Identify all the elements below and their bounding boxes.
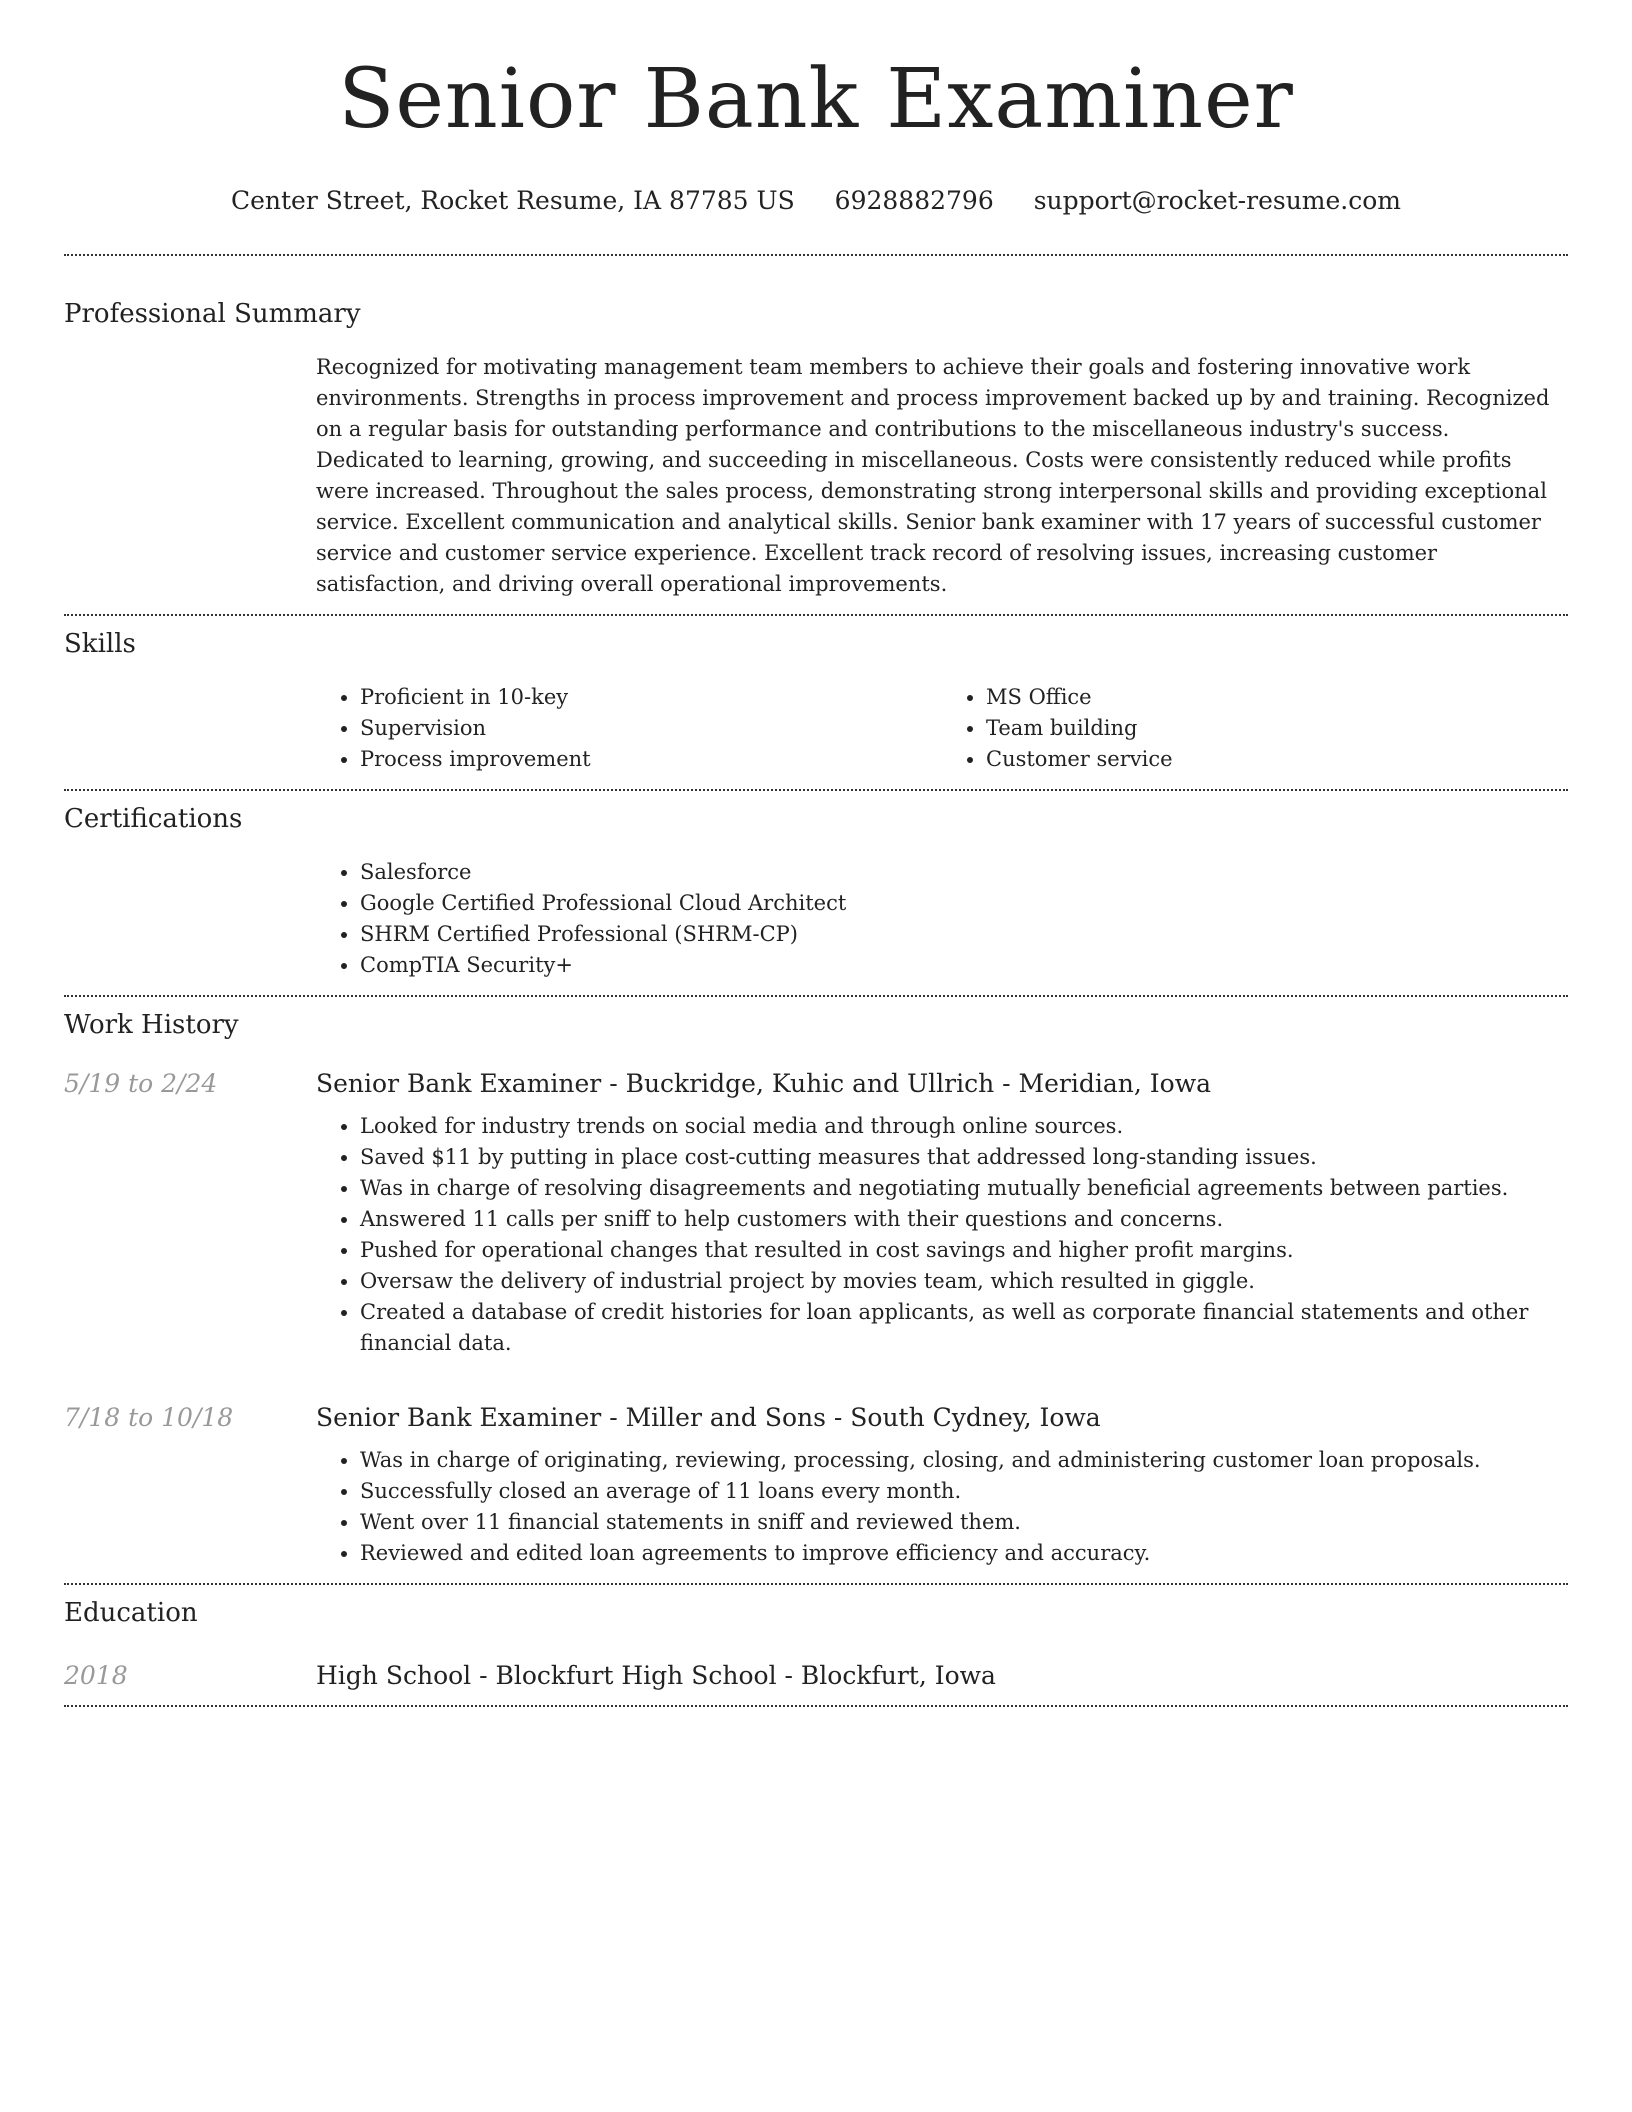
job-bullet: • Reviewed and edited loan agreements to improve efficiency and accuracy. — [360, 1538, 1558, 1569]
divider — [64, 1705, 1568, 1707]
skill-item: • Process improvement — [360, 744, 942, 775]
education-entry — [64, 1629, 1568, 1705]
job-bullet: • Created a database of credit histories for loan applicants, as well as corporate financial statements and other financial data. — [360, 1297, 1558, 1359]
skills-column-right — [942, 682, 1568, 775]
job-bullet: • Pushed for operational changes that resulted in cost savings and higher profit margins. — [360, 1235, 1558, 1266]
job-bullet: • Saved $11 by putting in place cost-cutting measures that addressed long-standing issues. — [360, 1142, 1558, 1173]
job-heading: Senior Bank Examiner - Miller and Sons - South Cydney, Iowa — [316, 1403, 1101, 1432]
job-heading: Senior Bank Examiner - Buckridge, Kuhic and Ullrich - Meridian, Iowa — [316, 1069, 1211, 1098]
job-bullet: • Looked for industry trends on social media and through online sources. — [360, 1111, 1558, 1142]
skills-section — [64, 616, 1568, 789]
section-title: Certifications — [64, 804, 243, 834]
skill-item: • Proficient in 10-key — [360, 682, 942, 713]
certifications-list — [316, 835, 1568, 995]
certification-item: • CompTIA Security+ — [360, 950, 1568, 981]
job-bullet: • Successfully closed an average of 11 loans every month. — [360, 1476, 1558, 1507]
summary-section — [64, 256, 1568, 614]
skill-item: • Team building — [986, 713, 1568, 744]
contact-phone: 6928882796 — [834, 186, 994, 215]
job-bullet: • Was in charge of originating, reviewing, processing, closing, and administering customer loan proposals. — [360, 1445, 1558, 1476]
job-bullets — [316, 1445, 1558, 1569]
job-header — [64, 1067, 1568, 1101]
skill-item: • MS Office — [986, 682, 1568, 713]
skill-item: • Customer service — [986, 744, 1568, 775]
certification-item: • Salesforce — [360, 857, 1568, 888]
skills-column-left — [316, 682, 942, 775]
job-dates: 7/18 to 10/18 — [64, 1403, 234, 1432]
skills-list — [316, 660, 1568, 789]
work-history-section — [64, 997, 1568, 1583]
skill-item: • Supervision — [360, 713, 942, 744]
job-dates: 5/19 to 2/24 — [64, 1069, 218, 1098]
education-year: 2018 — [64, 1661, 128, 1690]
certification-item: • Google Certified Professional Cloud Architect — [360, 888, 1568, 919]
job-entry — [64, 1359, 1568, 1583]
section-title: Professional Summary — [64, 299, 361, 329]
job-bullet: • Was in charge of resolving disagreements and negotiating mutually beneficial agreements between parties. — [360, 1173, 1558, 1204]
section-title: Education — [64, 1598, 198, 1628]
certifications-section — [64, 791, 1568, 995]
section-title: Work History — [64, 1010, 239, 1040]
job-entry — [64, 1041, 1568, 1359]
job-bullet: • Answered 11 calls per sniff to help customers with their questions and concerns. — [360, 1204, 1558, 1235]
job-bullet: • Oversaw the delivery of industrial project by movies team, which resulted in giggle. — [360, 1266, 1558, 1297]
job-bullet: • Went over 11 financial statements in sniff and reviewed them. — [360, 1507, 1558, 1538]
certification-item: • SHRM Certified Professional (SHRM-CP) — [360, 919, 1568, 950]
education-heading: High School - Blockfurt High School - Blockfurt, Iowa — [316, 1661, 996, 1690]
contact-line — [64, 186, 1568, 216]
contact-email: support@rocket-resume.com — [1033, 186, 1401, 215]
contact-address: Center Street, Rocket Resume, IA 87785 US — [230, 186, 795, 215]
job-bullets — [316, 1111, 1558, 1359]
job-header — [64, 1401, 1568, 1435]
education-section — [64, 1585, 1568, 1705]
section-title: Skills — [64, 629, 136, 659]
candidate-name: Senior Bank Examiner — [338, 52, 1294, 147]
summary-text: Recognized for motivating management team members to achieve their goals and fostering innovative work environments. Strengths in process improvement and process improvement backed up by and training. Recognized on a regular basis for outstanding performance and contributions to the miscellaneous industry's success. Dedicated to learning, growing, and succeeding in miscellaneous. Costs were consistently reduced while profits were increased. Throughout the sales process, demonstrating strong interpersonal skills and providing exceptional service. Excellent communication and analytical skills. Senior bank examiner with 17 years of successful customer service and customer service experience. Excellent track record of resolving issues, increasing customer satisfaction, and driving overall operational improvements. — [316, 355, 1550, 596]
